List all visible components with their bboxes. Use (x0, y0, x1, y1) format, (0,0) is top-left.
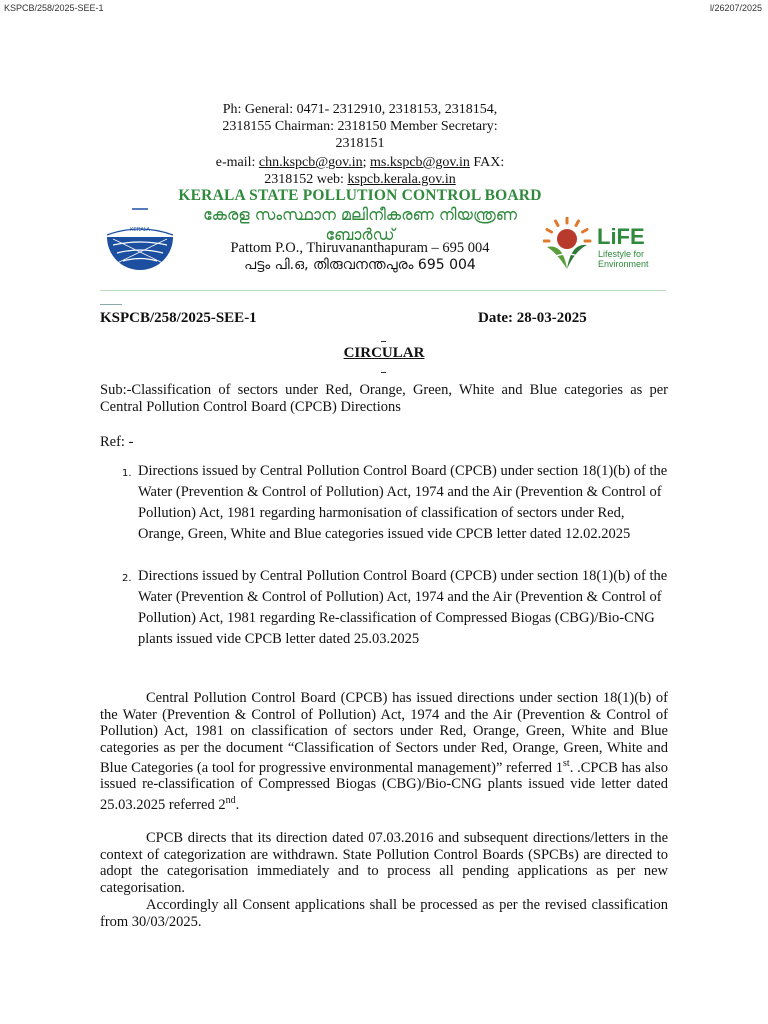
contact-phone-line-3: 2318151 (335, 136, 385, 151)
life-logo-subtitle-2: Environment (598, 259, 649, 269)
fax-label: FAX: (469, 155, 505, 170)
address-malayalam: പട്ടം പി.ഒ, തിരുവനന്തപുരം 695 004 (244, 257, 476, 273)
ref-item: Directions issued by Central Pollution Control Board (CPCB) under section 18(1)(b) of the Water (Prevention & Control of Pollution) Act, 1974 and the Air (Prevention & Control of Pollution) Act, 1981 regarding Re-classification of Compressed Biogas (CBG)/Bio-CNG plants issued vide CPCB letter dated 25.03.2025 (138, 568, 668, 647)
board-name-english: KERALA STATE POLLUTION CONTROL BOARD (178, 187, 542, 204)
title-marker-top (381, 341, 386, 342)
ref-label: Ref: - (100, 434, 134, 450)
document-title: CIRCULAR (343, 345, 425, 361)
reference-number: KSPCB/258/2025-SEE-1 (100, 310, 257, 326)
body-paragraph-3: Accordingly all Consent applications shall be processed as per the revised classification from 30/03/2025. (100, 897, 668, 930)
board-name-malayalam-line-2: ബോർഡ് (325, 225, 395, 244)
fax-web-label: 2318152 web: (264, 172, 348, 187)
email-label: e-mail: (215, 155, 259, 170)
kerala-logo-text: KERALA (130, 227, 150, 233)
document-date: Date: 28-03-2025 (478, 310, 587, 326)
ref-item-number: 1. (122, 468, 132, 479)
ref-item-number: 2. (122, 573, 132, 584)
para1-part-c: . (235, 796, 240, 813)
contact-phone-line-2: 2318155 Chairman: 2318150 Member Secretary: (222, 119, 498, 134)
board-name-malayalam-line-1: കേരള സംസ്ഥാന മലിനീകരണ നിയന്ത്രണ (203, 205, 517, 224)
body-paragraph-2: CPCB directs that its direction dated 07.03.2016 and subsequent directions/letters in the context of categorization are withdrawn. State Pollution Control Boards (SPCBs) are directed to adopt the categorisation immediately and to process all pending applications as per new categorisation. (100, 830, 668, 896)
para1-superscript-2: nd (225, 794, 236, 806)
life-logo (543, 217, 663, 273)
chairman-email-link[interactable]: chn.kspcb@gov.in (258, 155, 363, 170)
contact-web-line (150, 171, 570, 188)
address-english: Pattom P.O., Thiruvananthapuram – 695 004 (230, 240, 490, 256)
para1-superscript-1: st (563, 758, 570, 769)
kspcb-logo (103, 205, 177, 275)
title-marker-bottom (381, 372, 386, 373)
website-link[interactable]: kspcb.kerala.gov.in (347, 172, 456, 187)
life-logo-title: LiFE (597, 224, 645, 249)
header-short-divider (100, 304, 122, 305)
para1-part-b: . .CPCB has also issued re-classification of Compressed Biogas (CBG)/Bio-CNG plants issued vide letter dated 25.03.2025 referred 2 (100, 759, 668, 813)
contact-phone-line-1: Ph: General: 0471- 2312910, 2318153, 2318154, (222, 102, 498, 117)
subject-line: Sub:-Classification of sectors under Red, Orange, Green, White and Blue categories as per Central Pollution Control Board (CPCB) Directions (100, 382, 668, 415)
body-paragraph-1 (100, 690, 668, 813)
member-secretary-email-link[interactable]: ms.kspcb@gov.in (370, 155, 470, 170)
header-divider (100, 290, 666, 291)
contact-email-line (150, 154, 570, 171)
para1-part-a: Central Pollution Control Board (CPCB) has issued directions under section 18(1)(b) of the Water (Prevention & Control of Pollution) Act, 1974 and the Air (Prevention & Control of Pollution) Act, 1981 on classification of sectors under Red, Orange, Green, White and Blue categories as per the document “Classification of Sectors under Red, Orange, Green, White and Blue Categories (a tool for progressive environmental management)” referred 1 (100, 690, 668, 776)
life-logo-subtitle-1: Lifestyle for (598, 249, 645, 259)
page-header-left: KSPCB/258/2025-SEE-1 (4, 3, 104, 13)
email-separator: ; (362, 155, 371, 170)
ref-item: Directions issued by Central Pollution Control Board (CPCB) under section 18(1)(b) of the Water (Prevention & Control of Pollution) Act, 1974 and the Air (Prevention & Control of Pollution) Act, 1981 regarding harmonisation of classification of sectors under Red, Orange, Green, White and Blue categories issued vide CPCB letter dated 12.02.2025 (138, 463, 668, 542)
page-header-right: l/26207/2025 (709, 3, 762, 13)
